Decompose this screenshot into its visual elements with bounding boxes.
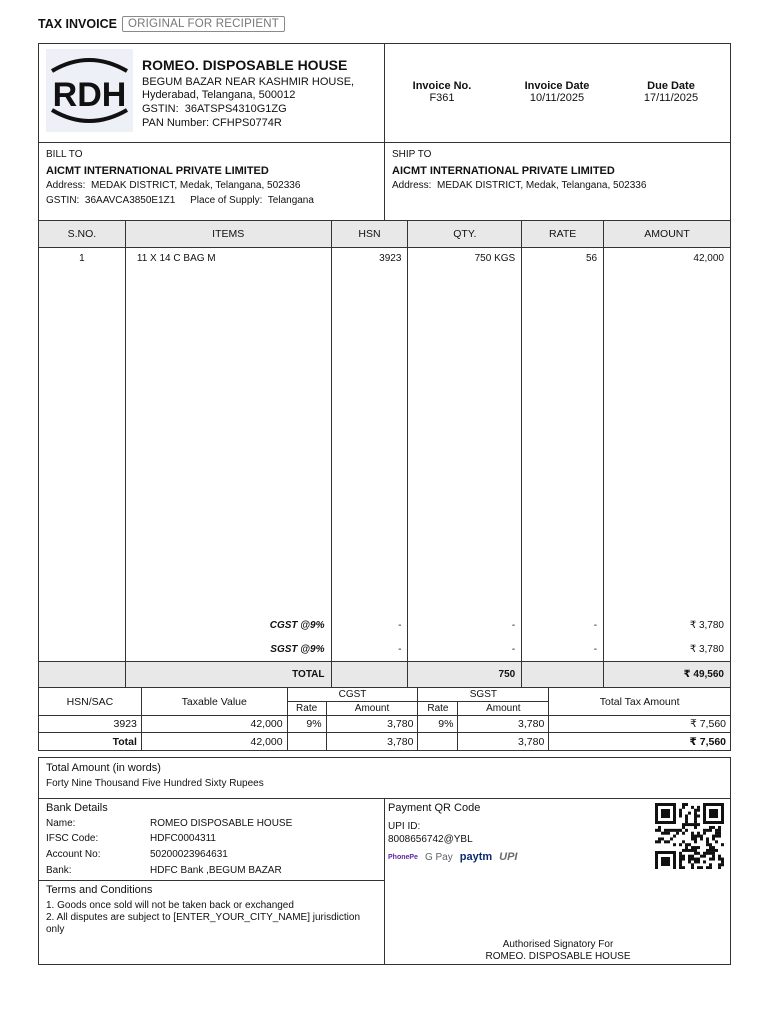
- terms-line1: 1. Goods once sold will not be taken back or exchanged: [46, 900, 294, 911]
- company-name: ROMEO. DISPOSABLE HOUSE: [142, 57, 348, 73]
- place-of-supply-label: Place of Supply:: [190, 195, 263, 206]
- cgst-label: CGST @9%: [125, 613, 331, 638]
- hsn-total-sgst-amount: 3,780: [458, 733, 549, 751]
- payment-qr-label: Payment QR Code: [388, 802, 481, 814]
- pan-label: PAN Number:: [142, 117, 210, 129]
- hsn-cell-hsn: 3923: [39, 716, 142, 733]
- logo-text: RDH: [52, 76, 127, 114]
- bank-name-label: Name:: [46, 818, 76, 829]
- hsn-col-cgst-amount: Amount: [326, 702, 418, 716]
- account-value: 50200023964631: [150, 849, 228, 860]
- bill-to-name: AICMT INTERNATIONAL PRIVATE LIMITED: [46, 165, 269, 177]
- cgst-qty: -: [408, 613, 522, 638]
- items-table-wrap: [38, 220, 731, 680]
- items-header-row: [39, 221, 731, 248]
- total-qty: 750: [408, 662, 522, 688]
- bill-to-address-value: MEDAK DISTRICT, Medak, Telangana, 502336: [91, 180, 301, 191]
- hsn-col-hsn: HSN/SAC: [39, 688, 142, 716]
- table-spacer-row: [39, 270, 731, 613]
- bank-details-label: Bank Details: [46, 802, 108, 814]
- bank-value: HDFC Bank ,BEGUM BAZAR: [150, 865, 282, 876]
- col-sno: S.NO.: [39, 221, 126, 248]
- hsn-cell-sgst-rate: 9%: [418, 716, 458, 733]
- ship-to-name: AICMT INTERNATIONAL PRIVATE LIMITED: [392, 165, 615, 177]
- gpay-logo: G Pay: [424, 851, 453, 863]
- bill-to-label: BILL TO: [46, 149, 83, 160]
- col-amount: AMOUNT: [604, 221, 731, 248]
- items-table: [38, 220, 731, 688]
- ifsc-value: HDFC0004311: [150, 833, 216, 844]
- ship-to-address-value: MEDAK DISTRICT, Medak, Telangana, 502336: [437, 180, 647, 191]
- cell-item: 11 X 14 C BAG M: [125, 248, 331, 270]
- hsn-total-tax: ₹ 7,560: [549, 733, 731, 751]
- signatory-line1: Authorised Signatory For: [502, 939, 614, 950]
- payment-apps: [388, 851, 518, 863]
- terms-line3: only: [46, 924, 65, 935]
- table-row: [39, 248, 731, 270]
- hsn-col-cgst-rate: Rate: [287, 702, 326, 716]
- company-logo: [46, 49, 133, 132]
- upi-value: 8008656742@YBL: [388, 834, 473, 845]
- cell-rate: 56: [522, 248, 604, 270]
- hsn-total-row: [39, 733, 731, 751]
- hsn-col-sgst-amount: Amount: [458, 702, 549, 716]
- bill-to-address: [46, 180, 300, 191]
- divider: [384, 43, 385, 143]
- cell-amount: 42,000: [604, 248, 731, 270]
- due-date-value: 17/11/2025: [643, 92, 699, 104]
- place-of-supply-value: Telangana: [267, 195, 314, 206]
- hsn-col-total-tax: Total Tax Amount: [549, 688, 731, 716]
- hsn-total-cgst-amount: 3,780: [326, 733, 418, 751]
- bill-to-gstin-label: GSTIN:: [46, 195, 80, 206]
- ship-to-address-label: Address:: [392, 180, 432, 191]
- cell-hsn: 3923: [331, 248, 408, 270]
- due-date-block: [628, 80, 714, 104]
- original-badge: ORIGINAL FOR RECIPIENT: [122, 16, 285, 32]
- cell-qty: 750 KGS: [408, 248, 522, 270]
- company-address-line1: BEGUM BAZAR NEAR KASHMIR HOUSE,: [142, 76, 355, 88]
- sgst-rate: -: [522, 638, 604, 662]
- cgst-amount: ₹ 3,780: [604, 613, 731, 638]
- company-address-line2: Hyderabad, Telangana, 500012: [142, 89, 296, 101]
- ship-to-address: [392, 180, 646, 191]
- sgst-hsn: -: [331, 638, 408, 662]
- col-qty: QTY.: [408, 221, 522, 248]
- sgst-row: [39, 638, 731, 662]
- col-hsn: HSN: [331, 221, 408, 248]
- amount-words-label: Total Amount (in words): [46, 762, 161, 774]
- pan-value: CFHPS0774R: [212, 117, 282, 129]
- table-row: [39, 716, 731, 733]
- hsn-cell-cgst-amount: 3,780: [326, 716, 418, 733]
- terms-line2: 2. All disputes are subject to [ENTER_YOUR_CITY_NAME] jurisdiction: [46, 912, 361, 923]
- hsn-col-sgst-rate: Rate: [418, 702, 458, 716]
- bill-to-gstin: [46, 195, 314, 206]
- account-label: Account No:: [46, 849, 101, 860]
- invoice-no-value: F361: [429, 92, 455, 104]
- sgst-qty: -: [408, 638, 522, 662]
- cgst-hsn: -: [331, 613, 408, 638]
- bill-to-address-label: Address:: [46, 180, 86, 191]
- gstin-value: 36ATSPS4310G1ZG: [184, 103, 287, 115]
- total-amount: ₹ 49,560: [604, 662, 731, 688]
- bank-label: Bank:: [46, 865, 72, 876]
- invoice-date-label: Invoice Date: [524, 80, 590, 92]
- sgst-amount: ₹ 3,780: [604, 638, 731, 662]
- hsn-cell-sgst-amount: 3,780: [458, 716, 549, 733]
- hsn-header-row1: [39, 688, 731, 702]
- divider: [384, 142, 385, 221]
- divider: [38, 880, 385, 881]
- hsn-summary-table: [38, 687, 731, 751]
- hsn-total-label: Total: [39, 733, 142, 751]
- total-row: [39, 662, 731, 688]
- qr-code-icon: [655, 803, 724, 869]
- company-pan: [142, 117, 282, 129]
- document-title: TAX INVOICE: [38, 17, 117, 31]
- gstin-label: GSTIN:: [142, 103, 179, 115]
- cgst-rate: -: [522, 613, 604, 638]
- hsn-col-cgst: CGST: [287, 688, 418, 702]
- bank-name-value: ROMEO DISPOSABLE HOUSE: [150, 818, 293, 829]
- paytm-logo: paytm: [459, 851, 493, 863]
- hsn-col-taxable: Taxable Value: [141, 688, 287, 716]
- upi-logo: UPI: [499, 851, 518, 863]
- due-date-label: Due Date: [647, 80, 695, 92]
- hsn-cell-taxable: 42,000: [141, 716, 287, 733]
- phonepe-logo: PhonePe: [388, 853, 418, 861]
- bill-to-gstin-value: 36AAVCA3850E1Z1: [84, 195, 176, 206]
- invoice-no-label: Invoice No.: [412, 80, 472, 92]
- ifsc-label: IFSC Code:: [46, 833, 99, 844]
- invoice-date-value: 10/11/2025: [529, 92, 585, 104]
- signatory-line2: ROMEO. DISPOSABLE HOUSE: [485, 951, 631, 962]
- terms-label: Terms and Conditions: [46, 884, 153, 896]
- hsn-table-wrap: [38, 687, 731, 751]
- hsn-col-sgst: SGST: [418, 688, 549, 702]
- ship-to-label: SHIP TO: [392, 149, 432, 160]
- cell-sno: 1: [39, 248, 126, 270]
- upi-label: UPI ID:: [388, 821, 421, 832]
- sgst-label: SGST @9%: [125, 638, 331, 662]
- hsn-cell-cgst-rate: 9%: [287, 716, 326, 733]
- hsn-total-taxable: 42,000: [141, 733, 287, 751]
- company-gstin: [142, 103, 287, 115]
- cgst-row: [39, 613, 731, 638]
- invoice-no-block: [400, 80, 484, 104]
- total-label: TOTAL: [125, 662, 331, 688]
- col-rate: RATE: [522, 221, 604, 248]
- invoice-date-block: [512, 80, 602, 104]
- col-items: ITEMS: [125, 221, 331, 248]
- amount-words-value: Forty Nine Thousand Five Hundred Sixty Rupees: [46, 778, 264, 789]
- hsn-cell-total-tax: ₹ 7,560: [549, 716, 731, 733]
